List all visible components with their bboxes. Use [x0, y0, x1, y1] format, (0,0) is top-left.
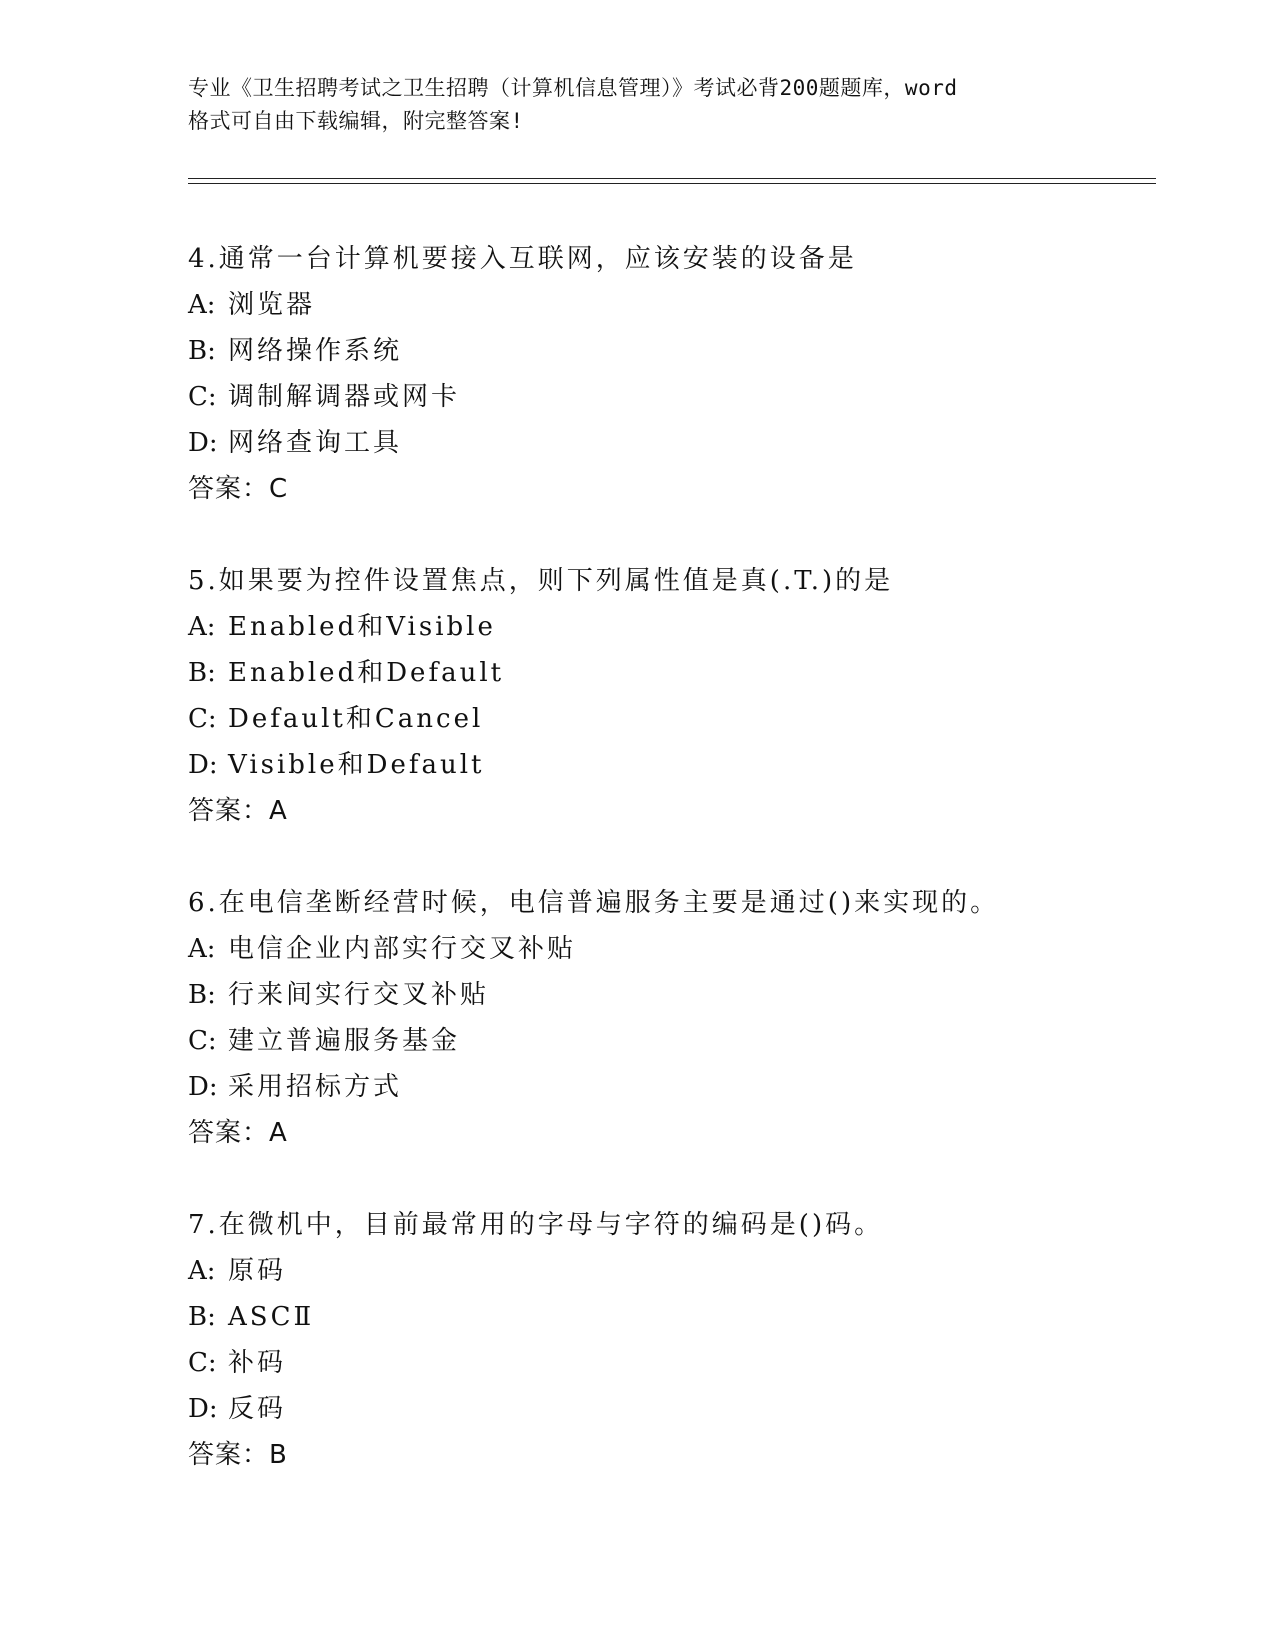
option-text: 网络操作系统 [228, 336, 403, 366]
option-letter: A: [188, 290, 216, 320]
question-title: 6.在电信垄断经营时候，电信普遍服务主要是通过()来实现的。 [188, 888, 1000, 918]
option-d [188, 742, 1148, 788]
option-d [188, 1386, 1148, 1432]
option-a [188, 1248, 1148, 1294]
header-line-1: 专业《卫生招聘考试之卫生招聘（计算机信息管理）》考试必背200题题库，word [188, 76, 958, 100]
option-text: 网络查询工具 [228, 428, 403, 458]
option-letter: A: [188, 1256, 216, 1286]
option-letter: B: [188, 1302, 216, 1332]
option-letter: C: [188, 1026, 217, 1056]
option-letter: B: [188, 658, 216, 688]
option-letter: D: [188, 750, 218, 780]
option-text: 行来间实行交叉补贴 [228, 980, 490, 1010]
header-line-2: 格式可自由下载编辑，附完整答案! [188, 109, 524, 133]
option-letter: C: [188, 382, 217, 412]
option-b [188, 328, 1148, 374]
option-letter: A: [188, 612, 216, 642]
option-c [188, 1018, 1148, 1064]
question-4 [188, 236, 1148, 512]
question-title: 5.如果要为控件设置焦点，则下列属性值是真(.T.)的是 [188, 566, 894, 596]
option-text: Default和Cancel [228, 704, 484, 734]
question-7 [188, 1202, 1148, 1478]
option-d [188, 420, 1148, 466]
option-b [188, 650, 1148, 696]
option-text: 电信企业内部实行交叉补贴 [228, 934, 577, 964]
option-letter: B: [188, 336, 216, 366]
option-letter: D: [188, 428, 218, 458]
option-text: 采用招标方式 [228, 1072, 403, 1102]
option-letter: A: [188, 934, 216, 964]
option-text: 反码 [228, 1394, 287, 1424]
option-c [188, 374, 1148, 420]
option-text: 原码 [228, 1256, 287, 1286]
document-header [188, 72, 1088, 138]
option-b [188, 1294, 1148, 1340]
option-letter: B: [188, 980, 216, 1010]
option-a [188, 604, 1148, 650]
option-text: Enabled和Visible [228, 612, 496, 642]
option-c [188, 1340, 1148, 1386]
option-text: ASCⅡ [228, 1302, 315, 1332]
question-title: 7.在微机中，目前最常用的字母与字符的编码是()码。 [188, 1210, 884, 1240]
answer-line: 答案：B [188, 1440, 288, 1470]
option-text: Visible和Default [228, 750, 485, 780]
question-5 [188, 558, 1148, 834]
option-d [188, 1064, 1148, 1110]
option-text: 调制解调器或网卡 [228, 382, 461, 412]
option-a [188, 926, 1148, 972]
option-letter: C: [188, 1348, 217, 1378]
option-letter: D: [188, 1394, 218, 1424]
option-a [188, 282, 1148, 328]
option-text: 浏览器 [228, 290, 316, 320]
option-b [188, 972, 1148, 1018]
option-letter: D: [188, 1072, 218, 1102]
option-text: 补码 [228, 1348, 287, 1378]
question-title: 4.通常一台计算机要接入互联网，应该安装的设备是 [188, 244, 857, 274]
header-divider-bottom [188, 183, 1156, 184]
question-6 [188, 880, 1148, 1156]
answer-line: 答案：C [188, 474, 289, 504]
header-divider-top [188, 178, 1156, 179]
question-list [188, 236, 1148, 1524]
answer-line: 答案：A [188, 796, 288, 826]
option-text: Enabled和Default [228, 658, 505, 688]
option-c [188, 696, 1148, 742]
option-text: 建立普遍服务基金 [228, 1026, 461, 1056]
answer-line: 答案：A [188, 1118, 288, 1148]
option-letter: C: [188, 704, 217, 734]
